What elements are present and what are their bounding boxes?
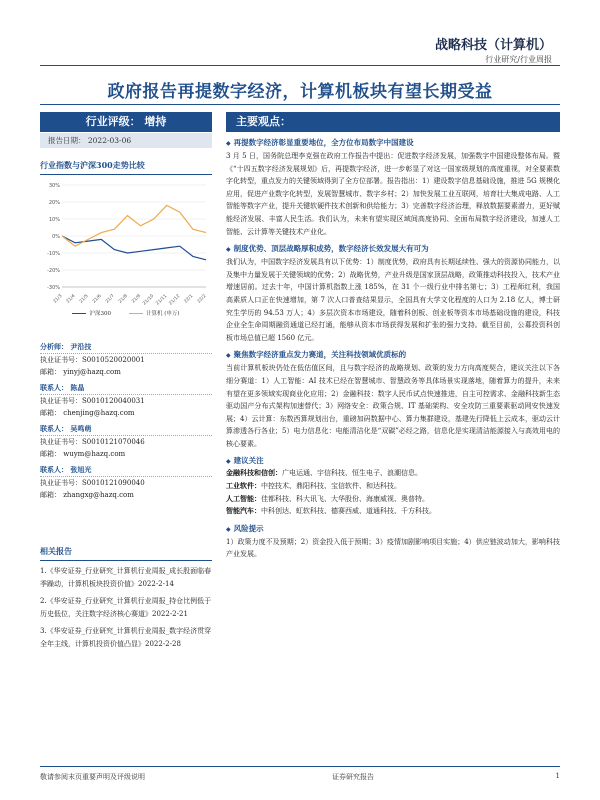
x-tick-label: 21/5 (78, 293, 90, 305)
section-heading: ◆ 风险提示 (226, 523, 560, 535)
section-paragraph: 当前计算机板块仍处在低估值区间，且与数字经济的战略规划、政策的发力方向高度契合，建议关注以下各细分赛道：1）人工智能：AI 技术已经在智慧城市、智慧政务等具体场景实现落地，随着算力的提升，未来有望在更多领域实现商业化应用；2）金融科技：数字人民币试点快速推进，自主可控需求、金融科技新生态驱动国产分布式架构加速替代；3）网络安全：政策合规、IT 基础架构、安全攻防三重要素驱动网安快速发展；4）云计算：东数西算规划出台，重磅加码数据中心、算力集群建设，基建先行降低上云成本，驱动云计算渗透各行各业；5）电力信息化：电能清洁化是“双碳”必经之路，信息化是实现清洁能源接入与高效用电的核心要素。 (226, 364, 560, 448)
analyst-email: 邮箱： chenjing@hazq.com (40, 409, 135, 417)
related-report-item[interactable]: 1.《华安证券_行业研究_计算机行业周报_成长股面临春季躁动，计算机板块投资价值》2022-2-14 (40, 567, 212, 588)
analyst-role: 分析师： 尹沿技 (40, 341, 212, 354)
x-tick-label: 22/2 (196, 293, 208, 305)
recommendation-row (226, 480, 560, 493)
chart-legend (40, 309, 212, 317)
recommendation-key: 人工智能： (226, 493, 261, 503)
recommendation-row (226, 467, 560, 480)
y-tick-label: 30% (48, 183, 60, 189)
analyst-block (40, 341, 212, 378)
related-reports-title: 相关报告 (40, 546, 212, 561)
analyst-cert: 执业证书号：S0010121070046 (40, 438, 145, 446)
chart-svg (40, 179, 212, 309)
analyst-cert: 执业证书号：S0010120040031 (40, 397, 145, 405)
footer-disclaimer[interactable]: 敬请参阅末页重要声明及评级说明 (40, 773, 145, 781)
report-type: 行业研究/行业周报 (485, 55, 552, 64)
x-tick-label: 21/8 (118, 293, 129, 305)
report-date: 报告日期： 2022-03-06 (40, 133, 212, 148)
index-comparison-chart (40, 179, 212, 329)
series-line-0 (62, 236, 206, 260)
analyst-cert: 执业证书号：S0010520020001 (40, 356, 145, 364)
section-heading: ◆ 制度优势、顶层战略厚积成势，数字经济长效发展大有可为 (226, 243, 560, 255)
section-heading: ◆ 建议关注 (226, 455, 560, 467)
x-tick-label: 21/9 (131, 293, 142, 305)
x-tick-label: 21/11 (155, 293, 169, 307)
legend-item-computer (129, 309, 180, 317)
y-tick-label: 0% (52, 234, 60, 240)
analyst-block (40, 464, 212, 501)
brand-title: 战略科技（计算机） (434, 38, 552, 53)
recommendation-row (226, 505, 560, 518)
recommendation-key: 金融科技和信创： (226, 468, 282, 478)
recommendation-value: 中控技术、鼎阳科技、宝信软件、和达科技。 (261, 482, 401, 491)
x-tick-label: 21/7 (105, 293, 116, 305)
main-column (226, 112, 560, 561)
y-tick-label: -20% (47, 268, 60, 274)
related-report-item[interactable]: 2.《华安证券_行业研究_计算机行业周报_持仓比例低于历史低位，关注数字经济核心赛道》2022-2-21 (40, 597, 212, 618)
footer-divider (40, 766, 560, 767)
main-viewpoints-heading: 主要观点： (226, 112, 560, 132)
analyst-role: 联系人： 吴鸣萌 (40, 423, 212, 436)
section-paragraph: 我们认为，中国数字经济发展具有以下优势：1）制度优势，政府具有长期延续性、强大的资源协同能力，以及集中力量发展于关键领域的优势；2）战略优势，产业升级是国家顶层战略，政策推动科技投入，技术产业增速居前。过去十年，中国计算机指数上涨 185%，在 31 个一级行业中排名第七；3）工程师红利，我国高素质人口正在快速增加，第 7 次人口普查结果显示，全国具有大学文化程度的人口为 2.18 亿人，博士研究生学历的 94.53 万人；4）多层次资本市场建设，随着科创板、创业板等资本市场基础设施的建设，科技企业全生命周期融资通道已经打通，能够从资本市场获得发展和扩张的强力支持。截至目前，公募投资科创板市场总值已超 1560 亿元。 (226, 258, 560, 342)
title-divider (40, 104, 560, 105)
section-paragraph: 1）政策力度不及预期；2）资金投入低于预期；3）疫情加剧影响项目实施；4）供应链波动加大，影响科技产业发展。 (226, 537, 560, 559)
recommendation-row (226, 493, 560, 506)
recommendation-value: 中科创达、虹软科技、德赛西威、道通科技、千方科技。 (261, 507, 436, 516)
legend-swatch-hs300 (72, 313, 86, 314)
industry-rating: 行业评级： 增持 (40, 112, 212, 132)
x-tick-label: 22/1 (183, 293, 195, 305)
related-report-item[interactable]: 3.《华安证券_行业研究_计算机行业周报_数字经济贯穿全年主线，计算机投资价值凸显》2022-2-28 (40, 627, 212, 648)
recommendation-key: 工业软件： (226, 481, 261, 491)
legend-swatch-computer (129, 313, 143, 314)
x-tick-label: 21/4 (65, 293, 77, 305)
section-paragraph: 3 月 5 日，国务院总理李克强在政府工作报告中提出：促进数字经济发展，加强数字中国建设整体布局。暨《“十四五数字经济发展规划》后，再提数字经济，进一步彰显了对这一国家级规划的高度重视，对全要素数字化转型，重点发力的关键领域得到了全方位部署。报告指出：1）建设数字信息基础设施，推进 5G 规模化应用，促进产业数字化转型，发展智慧城市、数字乡村；2）加快发展工业互联网，培育壮大集成电路、人工智能等数字产业，提升关键软硬件技术创新和供给能力；3）完善数字经济治理，释放数据要素潜力，更好赋能经济发展、丰富人民生活。我们认为，未来有望实现区域间高度协同、全面布局数字经济建设，加速人工智能、云计算等关键技术产业化。 (226, 152, 560, 236)
analyst-email: 邮箱： yinyj@hazq.com (40, 368, 121, 376)
section-heading: ◆ 再提数字经济彰显重要地位，全方位布局数字中国建设 (226, 137, 560, 149)
analyst-block (40, 382, 212, 419)
recommendation-value: 广电运通、宇信科技、恒生电子、浪潮信息。 (282, 469, 422, 478)
recommendation-key: 智能汽车： (226, 506, 261, 516)
related-reports (40, 546, 212, 651)
page-number: 1 (555, 772, 560, 780)
y-tick-label: 20% (48, 200, 60, 206)
x-tick-label: 21/12 (168, 293, 182, 307)
analyst-role: 联系人： 张旭光 (40, 464, 212, 477)
x-tick-label: 21/3 (52, 293, 64, 305)
y-tick-label: -10% (47, 251, 60, 257)
page-title: 政府报告再提数字经济，计算机板块有望长期受益 (107, 82, 493, 102)
left-column (40, 112, 212, 501)
footer-report-label: 证券研究报告 (332, 773, 374, 781)
chart-section-title: 行业指数与沪深300走势比较 (40, 160, 212, 175)
analyst-block (40, 423, 212, 460)
y-tick-label: -30% (47, 285, 60, 291)
y-tick-label: 10% (48, 217, 60, 223)
analyst-list (40, 341, 212, 501)
recommendation-value: 佳都科技、科大讯飞、大华股份、海康威视、奥普特。 (261, 494, 429, 503)
x-tick-label: 21/10 (142, 293, 156, 307)
legend-label-computer: 计算机 (申万) (145, 311, 180, 317)
analyst-role: 联系人： 陈晶 (40, 382, 212, 395)
header-divider (40, 65, 560, 66)
analyst-cert: 执业证书号：S0010121090040 (40, 479, 145, 487)
x-tick-label: 21/6 (92, 293, 103, 305)
series-line-1 (62, 205, 206, 246)
section-heading: ◆ 聚焦数字经济重点发力赛道，关注科技领域优质标的 (226, 349, 560, 361)
analyst-email: 邮箱： zhangxg@hazq.com (40, 491, 134, 499)
legend-item-hs300 (72, 309, 111, 317)
analyst-email: 邮箱： wuym@hazq.com (40, 450, 126, 458)
legend-label-hs300: 沪深300 (89, 311, 111, 317)
